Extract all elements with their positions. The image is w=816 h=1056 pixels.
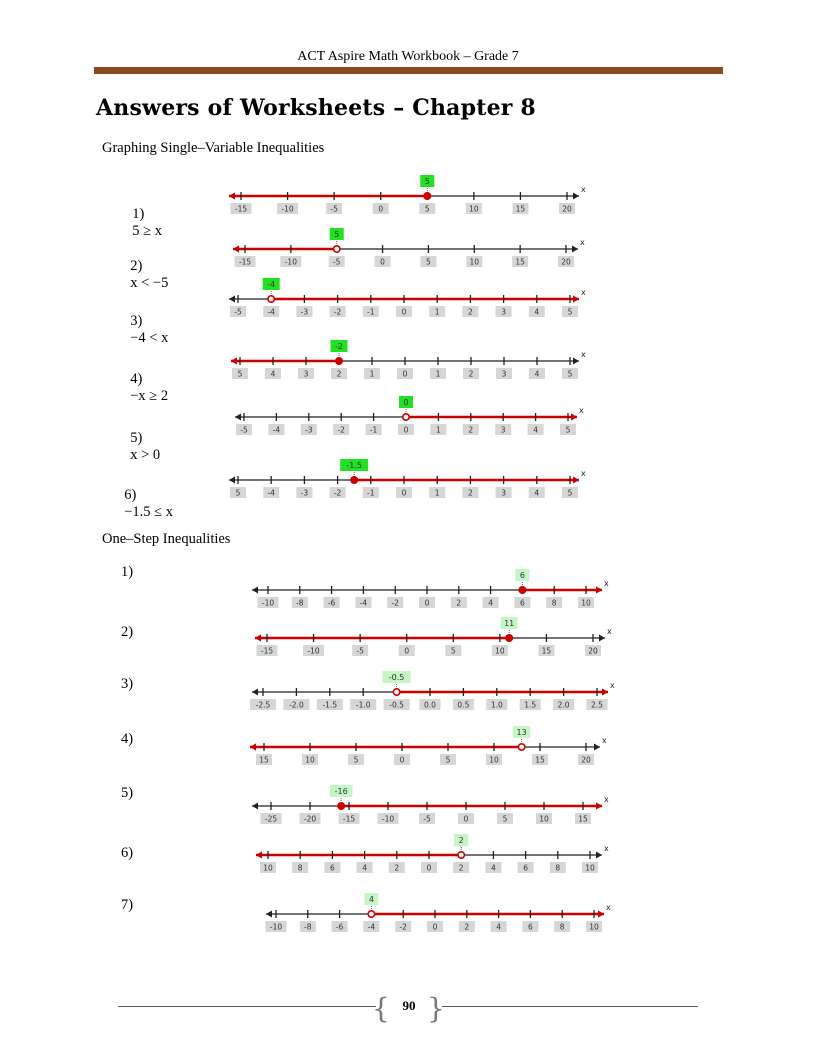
tick-label: -5 xyxy=(332,257,341,267)
section-title-one-step: One–Step Inequalities xyxy=(102,531,231,547)
tick-label: 2 xyxy=(458,863,464,873)
tick-label: -15 xyxy=(260,646,274,656)
shaded-arrow xyxy=(596,587,602,594)
tick-label: -2 xyxy=(333,488,342,498)
closed-point xyxy=(338,803,344,809)
tick-label: 8 xyxy=(555,863,561,873)
shaded-arrow xyxy=(250,744,256,751)
tick-label: 2 xyxy=(394,863,400,873)
tick-label: -8 xyxy=(296,598,304,608)
arrow-right xyxy=(599,635,605,642)
tick-label: -2.0 xyxy=(289,700,304,710)
tick-label: 5 xyxy=(567,307,573,317)
number-line-graphing-2 xyxy=(233,229,590,285)
tick-label: 5 xyxy=(445,755,451,765)
tick-label: -8 xyxy=(304,922,312,932)
tick-label: 8 xyxy=(297,863,303,873)
number-line-graphing-6 xyxy=(229,460,591,516)
tick-label: 0 xyxy=(426,863,432,873)
closed-point xyxy=(424,193,430,199)
tick-label: -1.5 xyxy=(322,700,338,710)
point-label: -1.5 xyxy=(346,461,363,470)
tick-label: 1.5 xyxy=(524,700,537,710)
tick-label: 4 xyxy=(533,425,538,435)
right-bracket-ornament: } xyxy=(427,992,445,1025)
problem-expression: x > 0 xyxy=(130,447,161,463)
tick-label: 0.5 xyxy=(457,700,470,710)
tick-label: 1 xyxy=(435,369,441,379)
tick-label: -5 xyxy=(234,307,242,317)
tick-label: 4 xyxy=(362,863,367,873)
tick-label: -4 xyxy=(267,488,275,498)
chapter-title: Answers of Worksheets – Chapter 8 xyxy=(96,95,536,121)
tick-label: 5 xyxy=(450,646,456,656)
point-label: -16 xyxy=(334,787,348,796)
tick-label: 0 xyxy=(424,598,430,608)
arrow-right xyxy=(594,744,600,751)
tick-label: -5 xyxy=(330,204,338,214)
problem-onestep-5: 5) xyxy=(121,785,134,801)
shaded-arrow xyxy=(596,803,602,810)
tick-label: 10 xyxy=(581,598,591,608)
closed-point xyxy=(336,358,342,364)
tick-label: 4 xyxy=(534,369,540,379)
point-label: -0.5 xyxy=(388,673,405,682)
footer-rule-left xyxy=(118,1006,376,1007)
open-point xyxy=(458,852,464,858)
axis-label-x: x xyxy=(604,579,609,588)
tick-label: 6 xyxy=(330,863,335,873)
closed-point xyxy=(519,587,525,593)
tick-label: 20 xyxy=(562,204,572,214)
tick-label: -15 xyxy=(342,814,356,824)
tick-label: 15 xyxy=(515,204,526,214)
tick-label: 3 xyxy=(501,369,507,379)
axis-label-x: x xyxy=(602,736,607,745)
open-point xyxy=(403,414,409,420)
tick-label: -6 xyxy=(327,598,336,608)
tick-label: 3 xyxy=(303,369,309,379)
tick-label: 2 xyxy=(468,425,474,435)
tick-label: -6 xyxy=(335,922,344,932)
tick-label: 1 xyxy=(436,425,441,435)
shaded-arrow xyxy=(256,852,262,859)
arrow-right xyxy=(572,246,578,253)
tick-label: 5 xyxy=(235,488,241,498)
tick-label: 3 xyxy=(501,488,506,498)
axis-label-x: x xyxy=(580,238,585,247)
tick-label: 10 xyxy=(589,922,599,932)
arrow-left xyxy=(252,587,258,594)
tick-label: -20 xyxy=(303,814,317,824)
tick-label: 10 xyxy=(305,755,315,765)
tick-label: 15 xyxy=(535,755,545,765)
tick-label: -2 xyxy=(391,598,399,608)
tick-label: -3 xyxy=(300,488,309,498)
arrow-left xyxy=(229,296,235,303)
tick-label: -4 xyxy=(367,922,376,932)
page-number: 90 xyxy=(402,998,416,1013)
problem-graph-1 xyxy=(125,189,162,240)
axis-label-x: x xyxy=(581,469,586,478)
tick-label: 4 xyxy=(488,598,493,608)
number-line-onestep-6 xyxy=(256,835,614,891)
number-line-onestep-3 xyxy=(252,672,620,728)
tick-label: 2 xyxy=(468,369,474,379)
axis-label-x: x xyxy=(581,350,586,359)
problem-onestep-1: 1) xyxy=(121,564,134,580)
shaded-arrow xyxy=(229,193,235,200)
tick-label: 0 xyxy=(403,425,409,435)
problem-number: 6) xyxy=(124,487,137,503)
open-point xyxy=(393,689,399,695)
tick-label: 6 xyxy=(528,922,533,932)
tick-label: 5 xyxy=(567,369,573,379)
problem-onestep-7: 7) xyxy=(121,897,134,913)
tick-label: 5 xyxy=(567,488,573,498)
point-label: 5 xyxy=(424,177,430,186)
tick-label: 5 xyxy=(565,425,571,435)
point-label: 2 xyxy=(458,836,464,845)
tick-label: 10 xyxy=(585,863,595,873)
tick-label: -15 xyxy=(238,257,252,267)
point-label: 6 xyxy=(519,571,525,580)
tick-label: 0 xyxy=(463,814,469,824)
problem-number: 4) xyxy=(130,371,143,387)
shaded-arrow xyxy=(255,635,261,642)
tick-label: 15 xyxy=(515,257,525,267)
point-label: 13 xyxy=(516,728,527,737)
tick-label: 10 xyxy=(489,755,499,765)
tick-label: 8 xyxy=(559,922,565,932)
tick-label: 4 xyxy=(534,488,540,498)
problem-number: 2) xyxy=(130,258,143,274)
tick-label: 2.5 xyxy=(591,700,603,710)
arrow-right xyxy=(573,358,579,365)
closed-point xyxy=(351,477,357,483)
point-label: -4 xyxy=(267,280,276,289)
shaded-arrow xyxy=(233,246,239,253)
axis-label-x: x xyxy=(606,903,611,912)
arrow-left xyxy=(252,803,258,810)
tick-label: -4 xyxy=(359,598,368,608)
tick-label: 2 xyxy=(456,598,462,608)
tick-label: 3 xyxy=(501,307,506,317)
tick-label: -3 xyxy=(300,307,309,317)
closed-point xyxy=(506,635,512,641)
point-label: 5 xyxy=(334,230,340,239)
tick-label: 10 xyxy=(469,257,480,267)
tick-label: -4 xyxy=(267,307,275,317)
problem-expression: −4 < x xyxy=(130,330,169,346)
shaded-arrow xyxy=(571,414,577,421)
arrow-left xyxy=(266,911,272,918)
tick-label: 0 xyxy=(378,204,384,214)
axis-label-x: x xyxy=(604,844,609,853)
tick-label: -25 xyxy=(264,814,278,824)
tick-label: -4 xyxy=(272,425,281,435)
open-point xyxy=(518,744,524,750)
number-line-onestep-7 xyxy=(266,894,616,950)
problem-graph-2 xyxy=(123,241,168,292)
tick-label: 4 xyxy=(496,922,501,932)
tick-label: 2 xyxy=(336,369,342,379)
tick-label: 15 xyxy=(578,814,588,824)
axis-label-x: x xyxy=(607,627,612,636)
shaded-arrow xyxy=(602,689,608,696)
arrow-right xyxy=(596,852,602,859)
tick-label: 20 xyxy=(581,755,591,765)
tick-label: 0 xyxy=(402,369,408,379)
tick-label: 2 xyxy=(464,922,470,932)
tick-label: -15 xyxy=(234,204,248,214)
arrow-left xyxy=(235,414,241,421)
tick-label: 15 xyxy=(259,755,269,765)
axis-label-x: x xyxy=(581,288,586,297)
open-point xyxy=(334,246,340,252)
tick-label: 6 xyxy=(523,863,528,873)
number-line-graphing-4 xyxy=(231,341,591,397)
tick-label: 5 xyxy=(502,814,508,824)
tick-label: 5 xyxy=(426,257,431,267)
arrow-left xyxy=(252,689,258,696)
shaded-arrow xyxy=(573,296,579,303)
tick-label: 0 xyxy=(399,755,405,765)
problem-number: 5) xyxy=(130,430,143,446)
problem-graph-4 xyxy=(123,354,168,405)
tick-label: -10 xyxy=(307,646,320,656)
number-line-onestep-5 xyxy=(252,786,614,842)
number-line-onestep-4 xyxy=(250,727,612,783)
tick-label: 1 xyxy=(434,307,440,317)
tick-label: -5 xyxy=(240,425,248,435)
axis-label-x: x xyxy=(604,795,609,804)
tick-label: -10 xyxy=(281,204,294,214)
tick-label: 10 xyxy=(539,814,549,824)
open-point xyxy=(268,296,274,302)
axis-label-x: x xyxy=(581,185,586,194)
tick-label: 3 xyxy=(500,425,506,435)
tick-label: 2 xyxy=(468,307,473,317)
tick-label: 1 xyxy=(434,488,440,498)
tick-label: -10 xyxy=(261,598,275,608)
point-label: 11 xyxy=(504,619,515,628)
tick-label: -1 xyxy=(367,488,375,498)
problem-onestep-2: 2) xyxy=(121,624,134,640)
tick-label: -3 xyxy=(305,425,313,435)
tick-label: 10 xyxy=(469,204,479,214)
open-point xyxy=(368,911,374,917)
problem-onestep-6: 6) xyxy=(121,845,134,861)
problem-onestep-3: 3) xyxy=(121,676,134,692)
tick-label: 4 xyxy=(491,863,496,873)
shaded-arrow xyxy=(231,358,237,365)
point-label: 0 xyxy=(403,398,409,407)
tick-label: 0 xyxy=(401,307,407,317)
axis-label-x: x xyxy=(579,406,584,415)
tick-label: 4 xyxy=(270,369,276,379)
tick-label: 15 xyxy=(541,646,552,656)
tick-label: -5 xyxy=(423,814,431,824)
tick-label: -2.5 xyxy=(255,700,271,710)
tick-label: -2 xyxy=(333,307,342,317)
arrow-left xyxy=(229,477,235,484)
problem-number: 1) xyxy=(132,206,145,222)
tick-label: 2 xyxy=(468,488,473,498)
arrow-right xyxy=(573,193,579,200)
left-bracket-ornament: { xyxy=(372,992,390,1025)
tick-label: 0.0 xyxy=(424,700,436,710)
tick-label: 5 xyxy=(237,369,243,379)
tick-label: 10 xyxy=(495,646,505,656)
tick-label: -2 xyxy=(337,425,345,435)
tick-label: 0 xyxy=(432,922,438,932)
tick-label: 20 xyxy=(561,257,571,267)
tick-label: -5 xyxy=(356,646,364,656)
footer-rule-right xyxy=(442,1006,698,1007)
problem-expression: 5 ≥ x xyxy=(132,223,162,239)
tick-label: -0.5 xyxy=(389,700,404,710)
point-label: -2 xyxy=(335,342,343,351)
tick-label: 5 xyxy=(424,204,430,214)
header-rule xyxy=(94,67,723,74)
tick-label: 20 xyxy=(588,646,598,656)
problem-graph-6 xyxy=(117,470,173,521)
shaded-arrow xyxy=(598,911,604,918)
tick-label: -1 xyxy=(367,307,375,317)
tick-label: 1.0 xyxy=(490,700,503,710)
tick-label: 0 xyxy=(404,646,410,656)
tick-label: -10 xyxy=(381,814,395,824)
section-title-graphing: Graphing Single–Variable Inequalities xyxy=(102,140,325,156)
tick-label: -10 xyxy=(269,922,283,932)
problem-onestep-4: 4) xyxy=(121,731,134,747)
number-line-onestep-2 xyxy=(255,618,617,674)
number-line-graphing-5 xyxy=(235,397,589,453)
number-line-graphing-3 xyxy=(229,279,591,335)
page-header: ACT Aspire Math Workbook – Grade 7 xyxy=(297,49,519,64)
shaded-arrow xyxy=(573,477,579,484)
problem-number: 3) xyxy=(130,313,143,329)
tick-label: -2 xyxy=(399,922,407,932)
problem-graph-3 xyxy=(123,296,168,347)
tick-label: 6 xyxy=(520,598,525,608)
problem-graph-5 xyxy=(123,413,160,464)
tick-label: -1 xyxy=(369,425,378,435)
problem-expression: −1.5 ≤ x xyxy=(124,504,174,520)
tick-label: 8 xyxy=(551,598,557,608)
tick-label: 10 xyxy=(263,863,273,873)
point-label: 4 xyxy=(368,895,374,904)
tick-label: 1 xyxy=(369,369,375,379)
problem-expression: x < −5 xyxy=(130,275,169,291)
tick-label: 0 xyxy=(401,488,407,498)
tick-label: 5 xyxy=(353,755,359,765)
tick-label: 2.0 xyxy=(557,700,570,710)
tick-label: -1.0 xyxy=(355,700,371,710)
tick-label: 4 xyxy=(534,307,540,317)
axis-label-x: x xyxy=(610,681,615,690)
problem-expression: −x ≥ 2 xyxy=(130,388,169,404)
tick-label: 0 xyxy=(380,257,385,267)
tick-label: -10 xyxy=(284,257,297,267)
number-line-graphing-1 xyxy=(229,176,591,232)
